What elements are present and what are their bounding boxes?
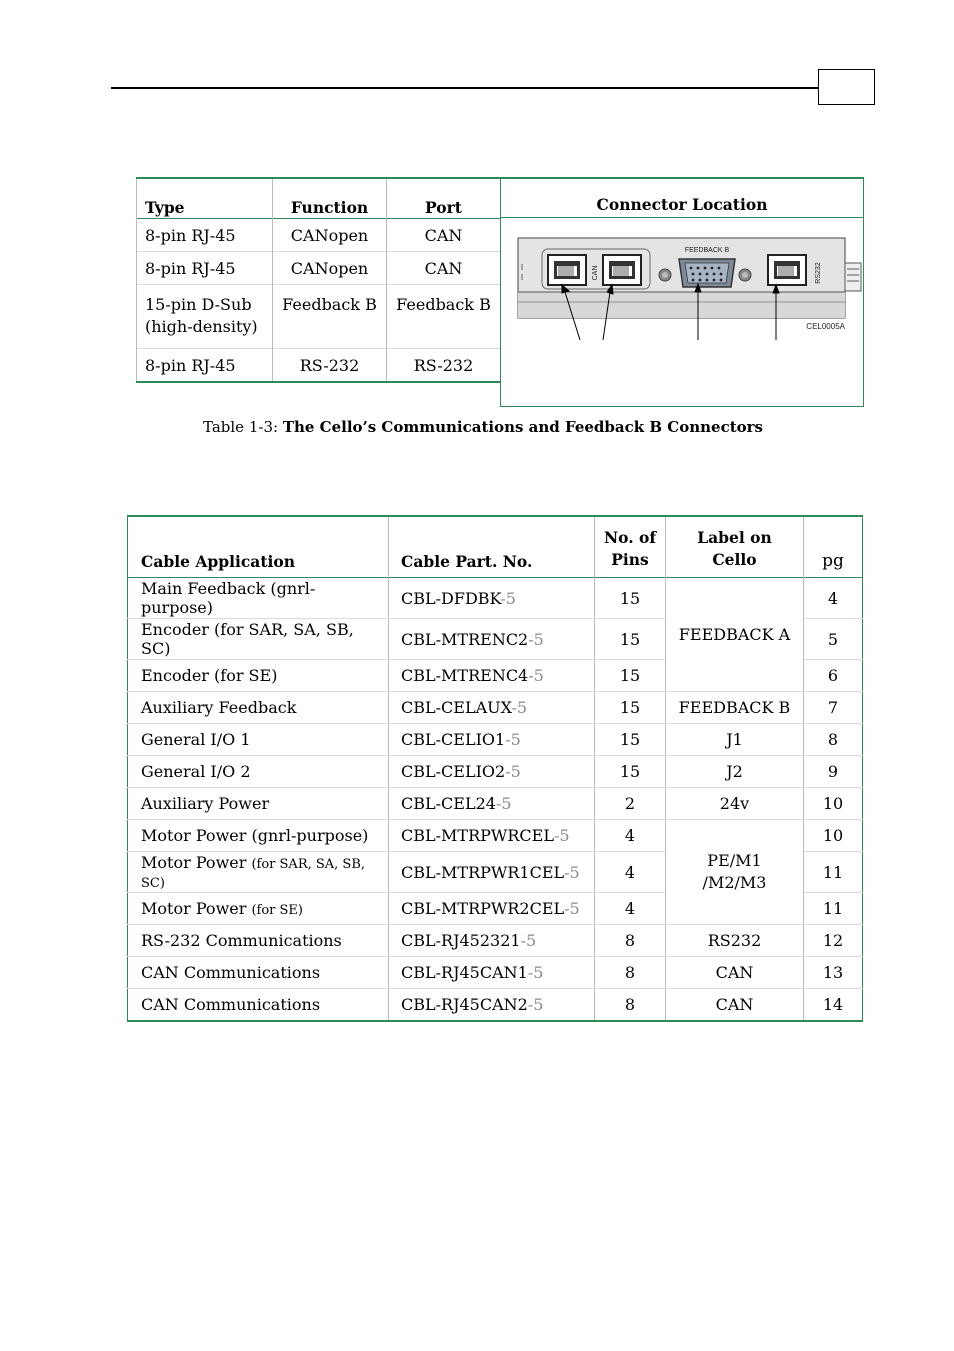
cell-part-no: [389, 957, 595, 989]
part-suffix: -5: [528, 666, 544, 685]
dsub-feedback-b: [679, 259, 735, 287]
cell-application: General I/O 1: [128, 724, 389, 756]
table-row: [128, 957, 863, 989]
cell-function: RS-232: [273, 349, 387, 383]
cell-pg: 11: [804, 893, 863, 925]
cell-label: FEEDBACK A: [666, 578, 804, 692]
table-row: [128, 692, 863, 724]
cell-application: Encoder (for SAR, SA, SB, SC): [128, 619, 389, 660]
cell-pins: 15: [595, 724, 666, 756]
cell-label: CAN: [666, 957, 804, 989]
feedback-b-label: FEEDBACK B: [684, 247, 730, 254]
page-number-box: [818, 69, 875, 105]
rj45-can-1: [548, 255, 586, 285]
cell-pg: 5: [804, 619, 863, 660]
part-base: CBL-MTRENC4: [401, 666, 529, 685]
header-rule: [111, 87, 819, 89]
cell-part-no: [389, 852, 595, 893]
cell-part-no: [389, 788, 595, 820]
label-motor-line1: PE/M1: [707, 851, 762, 870]
part-base: CBL-MTRENC2: [401, 629, 529, 649]
cell-port: CAN: [387, 252, 501, 285]
table-row: [137, 252, 501, 285]
cell-part-no: [389, 692, 595, 724]
table-row: [137, 219, 501, 252]
cell-type: 8-pin RJ-45: [137, 252, 273, 285]
cell-part-no: [389, 660, 595, 692]
col-label-on-cello: [666, 516, 804, 578]
cell-label: 24v: [666, 788, 804, 820]
cell-application: Main Feedback (gnrl-purpose): [128, 578, 389, 619]
cell-application: Encoder (for SE): [128, 660, 389, 692]
label-motor-line2: /M2/M3: [702, 873, 767, 892]
table-row: [128, 925, 863, 957]
table-row: [128, 820, 863, 852]
cell-part-no: [389, 578, 595, 619]
caption-title: The Cello’s Communications and Feedback B Connectors: [282, 418, 763, 436]
cell-application: CAN Communications: [128, 989, 389, 1022]
part-base: CBL-MTRPWR2CEL: [401, 899, 565, 918]
cell-part-no: [389, 925, 595, 957]
part-suffix: -5: [511, 698, 528, 717]
cell-port: Feedback B: [387, 285, 501, 349]
table-row: [128, 756, 863, 788]
cell-pins: 8: [595, 989, 666, 1022]
cell-part-no: [389, 820, 595, 852]
side-connector: [845, 263, 861, 291]
cell-pins: 8: [595, 957, 666, 989]
figure-code: CEL0005A: [806, 322, 845, 331]
part-base: CBL-MTRPWR1CEL: [401, 862, 565, 882]
cell-type: 8-pin RJ-45: [137, 219, 273, 252]
cell-application: Auxiliary Power: [128, 788, 389, 820]
table-row: [137, 349, 501, 383]
cell-pins: 4: [595, 820, 666, 852]
cell-pg: 8: [804, 724, 863, 756]
cell-pg: 7: [804, 692, 863, 724]
cell-pg: 10: [804, 820, 863, 852]
cell-pins: 15: [595, 660, 666, 692]
cell-pins: 15: [595, 756, 666, 788]
cell-pg: 10: [804, 788, 863, 820]
col-type: Type: [137, 178, 273, 219]
cell-application: CAN Communications: [128, 957, 389, 989]
connector-location-panel: [500, 177, 864, 407]
cell-pins: 15: [595, 692, 666, 724]
cell-pins: 15: [595, 619, 666, 660]
app-main: Motor Power: [141, 899, 247, 918]
table-row: [128, 989, 863, 1022]
cell-function: CANopen: [273, 219, 387, 252]
part-suffix: -5: [564, 899, 580, 918]
part-suffix: -5: [505, 730, 521, 749]
rs232-label: RS232: [815, 262, 822, 284]
part-base: CBL-CEL24: [401, 794, 496, 813]
screw: [739, 269, 751, 281]
cell-type: 15-pin D-Sub (high-density): [137, 285, 273, 349]
cell-pins: 2: [595, 788, 666, 820]
app-note: (for SAR, SA, SB, SC): [141, 857, 366, 891]
rj45-can-2: [603, 255, 641, 285]
cell-pg: 4: [804, 578, 863, 619]
part-base: CBL-MTRPWRCEL: [401, 826, 554, 845]
part-base: CBL-CELIO2: [401, 762, 506, 781]
cell-pg: 6: [804, 660, 863, 692]
table-row: [128, 788, 863, 820]
cell-pins: 8: [595, 925, 666, 957]
cell-pins: 4: [595, 893, 666, 925]
table-row: [137, 285, 501, 349]
cell-part-no: [389, 989, 595, 1022]
table-caption: [0, 418, 954, 436]
cell-pg: 11: [804, 852, 863, 893]
cell-label: J1: [666, 724, 804, 756]
cell-application: [128, 893, 389, 925]
cell-pg: 13: [804, 957, 863, 989]
table-row: [128, 578, 863, 619]
screw: [659, 269, 671, 281]
col-label-on-cello-text: Label on Cello: [697, 528, 772, 569]
part-suffix: -5: [520, 931, 537, 950]
part-suffix: -5: [495, 794, 512, 813]
cell-application: Motor Power (gnrl-purpose): [128, 820, 389, 852]
app-main: Motor Power: [141, 853, 247, 872]
table-row: [128, 724, 863, 756]
col-cable-application: Cable Application: [128, 516, 389, 578]
cell-application: [128, 852, 389, 893]
cables-table: [127, 515, 863, 1022]
part-base: CBL-RJ452321: [401, 931, 521, 950]
part-suffix: -5: [564, 862, 580, 882]
caption-prefix: Table 1-3:: [203, 418, 283, 436]
part-base: CBL-RJ45CAN2: [401, 995, 528, 1014]
cell-port: RS-232: [387, 349, 501, 383]
part-suffix: -5: [505, 762, 521, 781]
cell-application: General I/O 2: [128, 756, 389, 788]
cell-label: FEEDBACK B: [666, 692, 804, 724]
cell-label: RS232: [666, 925, 804, 957]
cell-label: [666, 820, 804, 925]
app-note: (for SE): [251, 903, 303, 918]
part-base: CBL-DFDBK: [401, 588, 501, 608]
col-no-of-pins-text: No. of Pins: [603, 528, 657, 569]
part-base: CBL-CELAUX: [401, 698, 512, 717]
cell-part-no: [389, 893, 595, 925]
connector-location-header: Connector Location: [501, 179, 863, 218]
cell-application: Auxiliary Feedback: [128, 692, 389, 724]
part-suffix: -5: [553, 826, 570, 845]
connectors-table: [136, 177, 500, 383]
rj45-rs232: [768, 255, 806, 285]
cell-function: Feedback B: [273, 285, 387, 349]
cell-pg: 12: [804, 925, 863, 957]
cell-part-no: [389, 619, 595, 660]
cell-label: CAN: [666, 989, 804, 1022]
part-suffix: -5: [527, 963, 544, 982]
part-base: CBL-CELIO1: [401, 730, 506, 749]
cell-label: J2: [666, 756, 804, 788]
cell-part-no: [389, 756, 595, 788]
part-suffix: -5: [500, 588, 516, 608]
col-pg: pg: [804, 516, 863, 578]
cell-port: CAN: [387, 219, 501, 252]
cell-pg: 14: [804, 989, 863, 1022]
drive-panel-lower: [518, 292, 845, 318]
cell-type: 8-pin RJ-45: [137, 349, 273, 383]
col-no-of-pins: [595, 516, 666, 578]
part-suffix: -5: [528, 629, 544, 649]
col-function: Function: [273, 178, 387, 219]
cell-pg: 9: [804, 756, 863, 788]
part-suffix: -5: [527, 995, 544, 1014]
can-label: CAN: [592, 265, 599, 281]
cell-pins: 4: [595, 852, 666, 893]
cell-pins: 15: [595, 578, 666, 619]
connector-diagram: [517, 235, 865, 341]
col-port: Port: [387, 178, 501, 219]
connectors-table-wrap: [136, 177, 864, 406]
cell-part-no: [389, 724, 595, 756]
cell-application: RS-232 Communications: [128, 925, 389, 957]
col-cable-part-no: Cable Part. No.: [389, 516, 595, 578]
cell-function: CANopen: [273, 252, 387, 285]
part-base: CBL-RJ45CAN1: [401, 963, 528, 982]
